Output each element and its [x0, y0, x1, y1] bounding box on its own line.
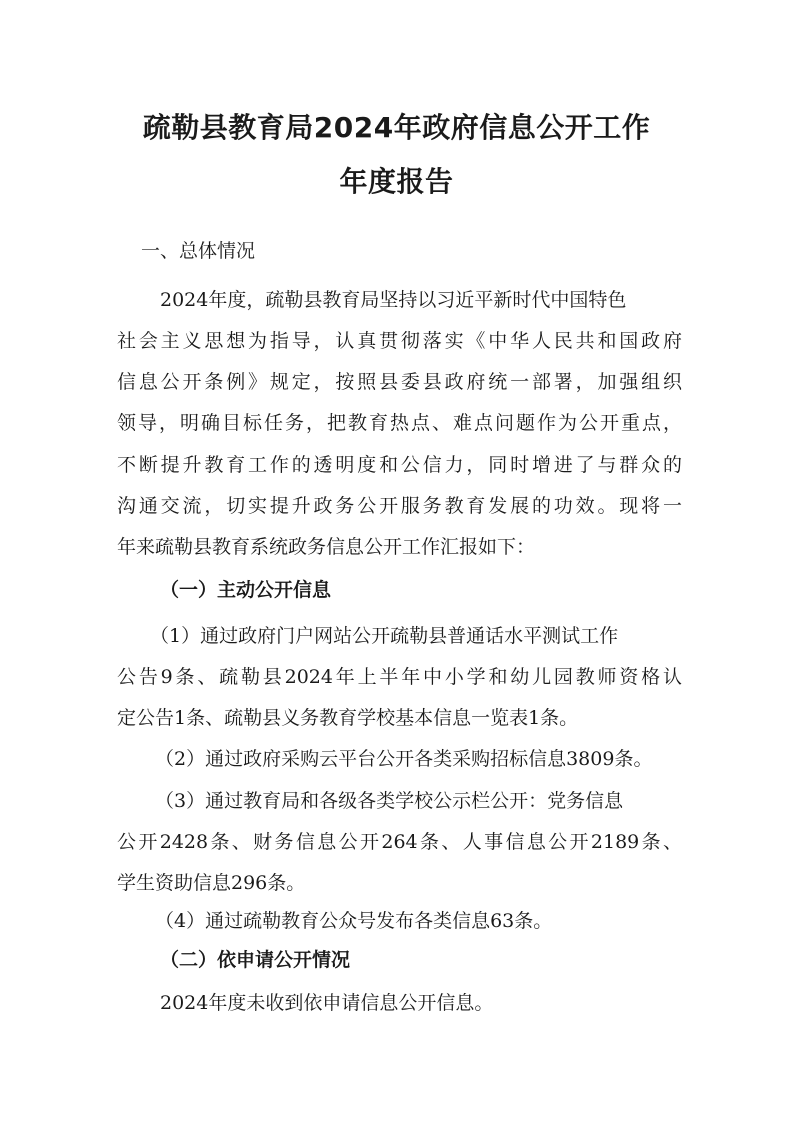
paragraph-line: 2024年度未收到依申请信息公开信息。	[160, 992, 494, 1014]
item-line: 公告9条、疏勒县2024年上半年中小学和幼儿园教师资格认	[117, 666, 682, 688]
paragraph-line: 年来疏勒县教育系统政务信息公开工作汇报如下：	[117, 536, 536, 558]
item-line: （2）通过政府采购云平台公开各类采购招标信息3809条。	[155, 748, 653, 770]
paragraph-line: 沟通交流，切实提升政务公开服务教育发展的功效。现将一	[117, 495, 682, 517]
item-line: 学生资助信息296条。	[117, 872, 306, 894]
item-line: 公开2428条、财务信息公开264条、人事信息公开2189条、	[117, 831, 682, 853]
item-line: （3）通过教育局和各级各类学校公示栏公开：党务信息	[155, 790, 624, 812]
paragraph-line: 领导，明确目标任务，把教育热点、难点问题作为公开重点，	[117, 412, 682, 434]
paragraph-line: 社会主义思想为指导，认真贯彻落实《中华人民共和国政府	[117, 330, 682, 352]
subsection-heading-request-disclosure: （二）依申请公开情况	[160, 949, 351, 971]
section-heading-overall: 一、总体情况	[141, 240, 256, 262]
item-line: 定公告1条、疏勒县义务教育学校基本信息一览表1条。	[117, 707, 579, 729]
item-line: （1）通过政府门户网站公开疏勒县普通话水平测试工作	[150, 625, 619, 647]
subsection-heading-active-disclosure: （一）主动公开信息	[160, 579, 332, 601]
paragraph-line: 信息公开条例》规定，按照县委县政府统一部署，加强组织	[117, 371, 682, 393]
document-title-line1: 疏勒县教育局2024年政府信息公开工作	[142, 111, 651, 144]
paragraph-line: 不断提升教育工作的透明度和公信力，同时增进了与群众的	[117, 454, 682, 476]
item-line: （4）通过疏勒教育公众号发布各类信息63条。	[155, 910, 553, 932]
document-title-line2: 年度报告	[339, 165, 454, 198]
paragraph-line: 2024年度，疏勒县教育局坚持以习近平新时代中国特色	[160, 289, 627, 311]
